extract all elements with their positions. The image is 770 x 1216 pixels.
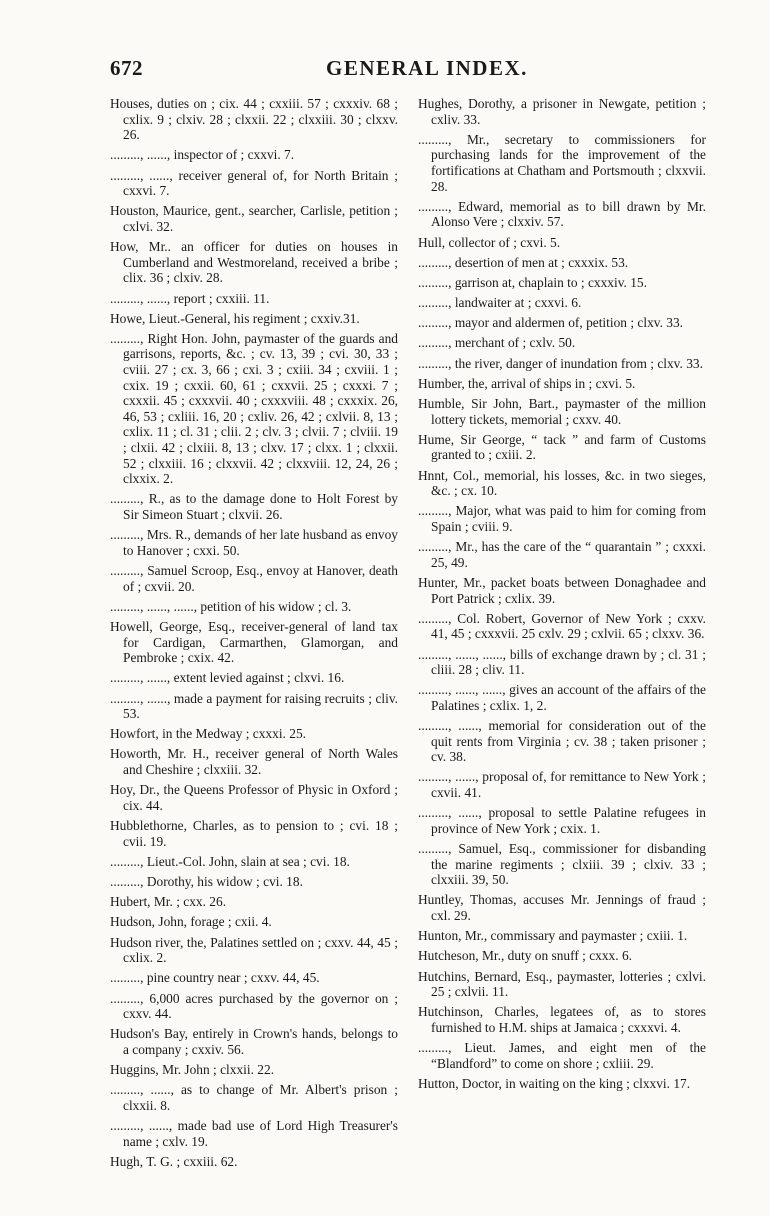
index-entry: ........., R., as to the damage done to Holt Forest by Sir Simeon Stuart ; clxvii. 26. [110, 491, 398, 522]
index-entry: ........., Mrs. R., demands of her late husband as envoy to Hanover ; cxxi. 50. [110, 527, 398, 558]
index-entry: Hudson, John, forage ; cxii. 4. [110, 914, 272, 930]
index-entry: Hutton, Doctor, in waiting on the king ; clxxvi. 17. [418, 1075, 691, 1091]
index-entry: ........., Dorothy, his widow ; cvi. 18. [110, 874, 303, 889]
index-entry: ........., ......, receiver general of, for North Britain ; cxxvi. 7. [110, 167, 398, 199]
index-entry: ........., ......, report ; cxxiii. 11. [110, 290, 270, 306]
index-entry: ........., Mr., secretary to commissioners for purchasing lands for the improvement of the fortifications at Chatham and Portsmouth ; clxxvii. 28. [418, 131, 706, 194]
index-entry: ........., Col. Robert, Governor of New York ; cxxv. 41, 45 ; cxxxvii. 25 cxlv. 29 ; cxlvii. 65 ; clxxv. 36. [418, 610, 706, 642]
index-entry: Hugh, T. G. ; cxxiii. 62. [110, 1153, 238, 1169]
index-entry: ........., ......, made bad use of Lord High Treasurer's name ; cxlv. 19. [110, 1118, 398, 1149]
index-entry: ........., Edward, memorial as to bill drawn by Mr. Alonso Vere ; clxxiv. 57. [418, 198, 706, 230]
index-entry: Hume, Sir George, “ tack ” and farm of Customs granted to ; cxiii. 2. [418, 431, 706, 463]
index-entry: Huntley, Thomas, accuses Mr. Jennings of fraud ; cxl. 29. [418, 892, 706, 923]
index-entry: Hutcheson, Mr., duty on snuff ; cxxx. 6. [418, 948, 632, 964]
page-number: 672 [110, 56, 143, 80]
index-entry: ........., ......, proposal to settle Palatine refugees in province of New York ; cxix. 1. [418, 805, 706, 836]
index-entry: ........., ......, made a payment for raising recruits ; cliv. 53. [110, 690, 398, 722]
index-entry: ........., ......, ......, bills of exchange drawn by ; cl. 31 ; cliii. 28 ; cliv. 11. [418, 646, 706, 678]
index-entry: ........., landwaiter at ; cxxvi. 6. [418, 295, 582, 311]
index-entry: Howe, Lieut.-General, his regiment ; cxxiv.31. [110, 310, 360, 326]
index-entry: ........., Mr., has the care of the “ quarantain ” ; cxxxi. 25, 49. [418, 539, 706, 570]
index-entry: ........., Major, what was paid to him for coming from Spain ; cviii. 9. [418, 503, 706, 534]
index-entry: ........., Samuel Scroop, Esq., envoy at Hanover, death of ; cxvii. 20. [110, 562, 398, 594]
index-entry: Howell, George, Esq., receiver-general of land tax for Cardigan, Carmarthen, Glamorgan, and Pembroke ; cxix. 42. [110, 618, 398, 666]
index-entry: Hnnt, Col., memorial, his losses, &c. in two sieges, &c. ; cx. 10. [418, 467, 706, 499]
index-entry: ........., ......, extent levied against ; clxvi. 16. [110, 670, 345, 686]
index-entry: ........., ......, memorial for consideration out of the quit rents from Virginia ; cv. 38 ; taken prisoner ; cv. 38. [418, 718, 706, 765]
index-entry: ........., ......, ......, petition of his widow ; cl. 3. [110, 598, 352, 614]
index-entry: ........., ......, inspector of ; cxxvi. 7. [110, 147, 295, 163]
index-entry: ........., Lieut. James, and eight men of the “Blandford” to come on shore ; cxliii. 29. [418, 1040, 706, 1071]
index-entry: ........., ......, ......, gives an account of the affairs of the Palatines ; cxlix. 1, 2. [418, 682, 706, 713]
index-entry: Humble, Sir John, Bart., paymaster of the million lottery tickets, memorial ; cxxv. 40. [418, 396, 706, 427]
index-entry: Hunter, Mr., packet boats between Donaghadee and Port Patrick ; cxlix. 39. [418, 574, 706, 606]
index-column-left [110, 96, 398, 1174]
index-entry: ........., Right Hon. John, paymaster of the guards and garrisons, reports, &c. ; cv. 13, 39 ; cvi. 30, 33 ; cviii. 27 ; cx. 3, 66 ; cxi. 3 ; cxiii. 34 ; cxviii. 1 ; cxix. 19 ; cxxii. 60, 61 ; cxxvii. 25 ; cxxxi. 7 ; cxxxii. 45 ; cxxxvii. 40 ; cxxxviii. 48 ; cxxxix. 26, 46, 53 ; cxliii. 16, 20 ; cxliv. 26, 42 ; cxlvii. 8, 13 ; cxlix. 11 ; cl. 31 ; clii. 2 ; clv. 3 ; clvii. 7 ; clviii. 19 ; clxii. 42 ; clxiii. 8, 13 ; clxv. 17 ; clxx. 1 ; clxxii. 52 ; clxxiii. 16 ; clxxvii. 42 ; clxxviii. 12, 24, 26 ; clxxix. 2. [110, 330, 398, 487]
index-entry: Howorth, Mr. H., receiver general of North Wales and Cheshire ; clxxiii. 32. [110, 746, 398, 778]
index-entry: Hutchins, Bernard, Esq., paymaster, lotteries ; cxlvi. 25 ; cxlvii. 11. [418, 968, 706, 1000]
index-entry: Hoy, Dr., the Queens Professor of Physic in Oxford ; cix. 44. [110, 782, 398, 813]
index-entry: ........., garrison at, chaplain to ; cxxxiv. 15. [418, 274, 647, 290]
index-entry: ........., ......, proposal of, for remittance to New York ; cxvii. 41. [418, 769, 706, 801]
index-entry: Hudson river, the, Palatines settled on ; cxxv. 44, 45 ; cxlix. 2. [110, 934, 398, 966]
index-entry: ........., Lieut.-Col. John, slain at sea ; cvi. 18. [110, 853, 350, 869]
index-column-right [418, 96, 706, 1096]
index-entry: ........., mayor and aldermen of, petition ; clxv. 33. [418, 315, 684, 331]
index-entry: Hutchinson, Charles, legatees of, as to stores furnished to H.M. ships at Jamaica ; cxxxvi. 4. [418, 1004, 706, 1035]
index-entry: ........., Samuel, Esq., commissioner for disbanding the marine regiments ; clxiii. 39 ; clxiv. 33 ; clxxiii. 39, 50. [418, 841, 706, 888]
index-entry: Howfort, in the Medway ; cxxxi. 25. [110, 726, 306, 742]
index-entry: ........., desertion of men at ; cxxxix. 53. [418, 254, 629, 270]
index-entry: Hubert, Mr. ; cxx. 26. [110, 894, 227, 910]
index-entry: ........., merchant of ; cxlv. 50. [418, 335, 576, 351]
index-entry: Hudson's Bay, entirely in Crown's hands, belongs to a company ; cxxiv. 56. [110, 1026, 398, 1057]
index-entry: Hull, collector of ; cxvi. 5. [418, 234, 561, 250]
index-entry: Houses, duties on ; cix. 44 ; cxxiii. 57 ; cxxxiv. 68 ; cxlix. 9 ; clxiv. 28 ; clxxii. 22 ; clxxiii. 30 ; clxxv. 26. [110, 96, 398, 143]
index-entry: ........., 6,000 acres purchased by the governor on ; cxxv. 44. [110, 990, 398, 1022]
index-entry: Hubblethorne, Charles, as to pension to ; cvi. 18 ; cvii. 19. [110, 818, 398, 849]
index-entry: How, Mr.. an officer for duties on houses in Cumberland and Westmoreland, received a bribe ; clix. 36 ; clxiv. 28. [110, 239, 398, 286]
index-entry: Huggins, Mr. John ; clxxii. 22. [110, 1062, 275, 1078]
index-entry: Houston, Maurice, gent., searcher, Carlisle, petition ; cxlvi. 32. [110, 203, 398, 234]
page-title: GENERAL INDEX. [326, 56, 528, 80]
index-entry: ........., ......, as to change of Mr. Albert's prison ; clxxii. 8. [110, 1082, 398, 1113]
index-entry: Hunton, Mr., commissary and paymaster ; cxiii. 1. [418, 928, 688, 944]
running-header [110, 56, 700, 82]
index-entry: ........., the river, danger of inundation from ; clxv. 33. [418, 355, 703, 371]
index-entry: Humber, the, arrival of ships in ; cxvi. 5. [418, 375, 636, 391]
index-entry: ........., pine country near ; cxxv. 44, 45. [110, 970, 320, 986]
index-entry: Hughes, Dorothy, a prisoner in Newgate, petition ; cxliv. 33. [418, 96, 706, 127]
